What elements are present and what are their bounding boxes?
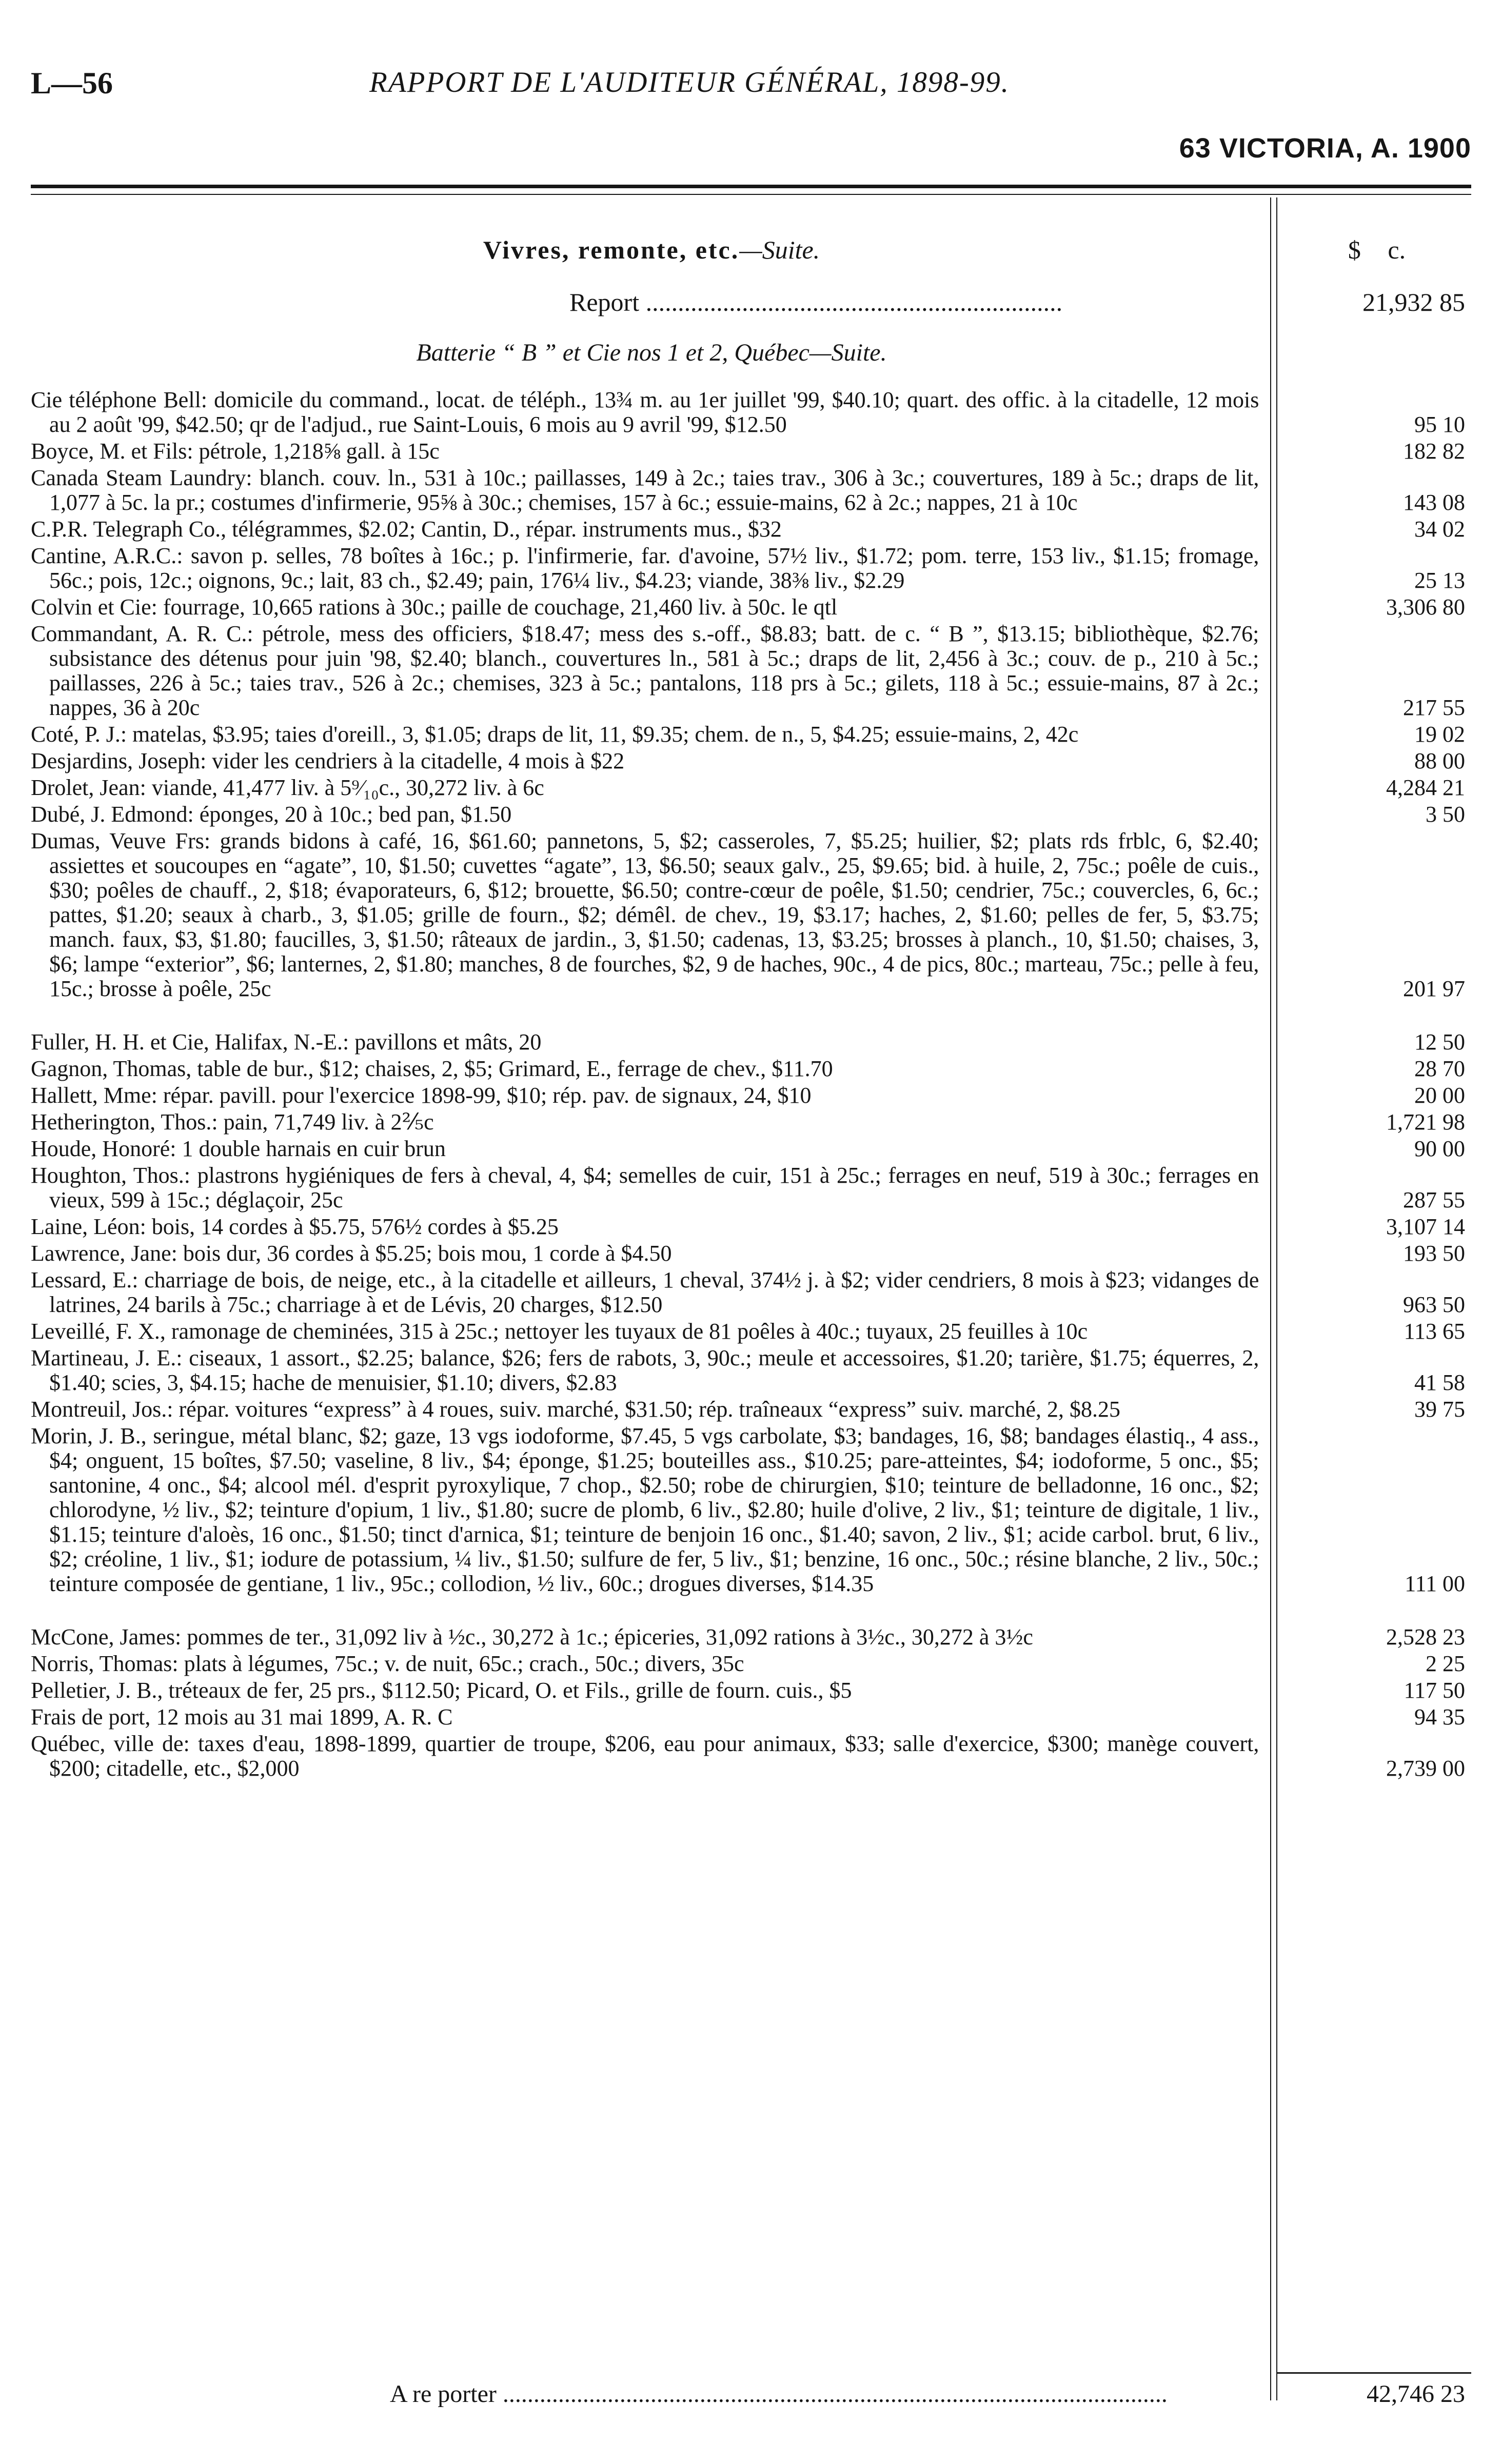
entry-amount: 19 02 bbox=[1414, 722, 1465, 747]
ledger-entry bbox=[31, 517, 1471, 542]
ledger-entry bbox=[31, 829, 1471, 1001]
entry-amount: 201 97 bbox=[1403, 976, 1465, 1001]
ledger-entry bbox=[31, 1268, 1471, 1317]
entry-description: Morin, J. B., seringue, métal blanc, $2; gaze, 13 vgs iodoforme, $7.45, 5 vgs carbolate, $3; bandages, 16, $8; bandages élastiq., 4 ass., $4; onguent, 15 boîtes, $7.50; vaseline, 8 liv., $4; éponge, $1.25; bouteilles ass., $10.25; pare-atteintes, $4; iodoforme, 5 onc., $5; santonine, 4 onc., $4; alcool mél. d'esprit pyroxylique, 7 chop., $2.50; robe de chirurgien, $10; teinture de belladonne, 16 onc., $2; chlorodyne, ½ liv., $2; teinture d'opium, 1 liv., $1.80; sucre de plomb, 6 liv., $2.80; huile d'olive, 2 liv., $1; teinture de digitale, 1 liv., $1.15; teinture d'aloès, 16 onc., $1.50; tinct d'arnica, $1; teinture de benjoin 16 onc., $1.40; savon, 2 liv., $1; acide carbol. brut, 6 liv., $2; créoline, 1 liv., $1; iodure de potassium, ¼ liv., $1.50; sulfure de fer, 5 liv., $1; benzine, 16 onc., 50c.; résine blanche, 2 liv., 50c.; teinture composée de gentiane, 1 liv., 95c.; collodion, ½ liv., 60c.; drogues diverses, $14.35 bbox=[31, 1423, 1259, 1596]
ledger-entry bbox=[31, 1732, 1471, 1781]
report-label: Report ................................................................. bbox=[569, 288, 1063, 316]
ledger-entry bbox=[31, 1163, 1471, 1213]
amount-column-header: $ c. bbox=[1348, 235, 1406, 264]
entry-amount: 94 35 bbox=[1414, 1704, 1465, 1730]
ledger-entry bbox=[31, 595, 1471, 620]
ledger-entry bbox=[31, 1319, 1471, 1344]
entry-amount: 182 82 bbox=[1403, 439, 1465, 464]
ledger-entry bbox=[31, 1137, 1471, 1161]
entry-description: Lessard, E.: charriage de bois, de neige, etc., à la citadelle et ailleurs, 1 cheval, 374½ j. à $2; vider cendriers, 8 mois à $23; vidanges de latrines, 24 barils à 75c.; charriage à et de Lévis, 20 charges, $12.50 bbox=[31, 1267, 1259, 1317]
header-rule-thin bbox=[31, 194, 1471, 195]
ledger-entry bbox=[31, 439, 1471, 464]
entry-amount: 113 65 bbox=[1404, 1319, 1465, 1344]
entry-amount: 193 50 bbox=[1403, 1241, 1465, 1266]
entry-amount: 4,284 21 bbox=[1386, 775, 1465, 800]
entry-amount: 2,739 00 bbox=[1386, 1756, 1465, 1781]
subsection-title: Batterie “ B ” et Cie nos 1 et 2, Québec—Suite. bbox=[416, 339, 887, 366]
entry-amount: 287 55 bbox=[1403, 1187, 1465, 1213]
entry-description: Norris, Thomas: plats à légumes, 75c.; v. de nuit, 65c.; crach., 50c.; divers, 35c bbox=[31, 1651, 744, 1676]
ledger-entry bbox=[31, 1678, 1471, 1703]
entry-description: Commandant, A. R. C.: pétrole, mess des officiers, $18.47; mess des s.-off., $8.83; batt. de c. “ B ”, $13.15; bibliothèque, $2.76; subsistance des détenus pour juin '98, $2.40; blanch., couvertures ln., 581 à 5c.; draps de lit, 2,456 à 3c.; couv. de p., 210 à 5c.; paillasses, 226 à 5c.; taies trav., 526 à 2c.; chemises, 323 à 5c.; pantalons, 118 prs à 5c.; gilets, 118 à 5c.; essuie-mains, 87 à 2c.; nappes, 36 à 20c bbox=[31, 621, 1259, 720]
entry-amount: 25 13 bbox=[1414, 568, 1465, 593]
ledger-entry bbox=[31, 1110, 1471, 1135]
entry-amount: 111 00 bbox=[1405, 1571, 1465, 1596]
ledger-entry bbox=[31, 622, 1471, 720]
section-title bbox=[31, 235, 1272, 265]
entry-description: Pelletier, J. B., tréteaux de fer, 25 prs., $112.50; Picard, O. et Fils., grille de fourn. cuis., $5 bbox=[31, 1678, 852, 1703]
ledger-entry bbox=[31, 1424, 1471, 1596]
ledger-entry bbox=[31, 466, 1471, 515]
ledger-entry bbox=[31, 1030, 1471, 1055]
carry-forward-label: A re porter ............................................................................................................ bbox=[390, 2380, 1168, 2408]
entry-amount: 143 08 bbox=[1403, 490, 1465, 515]
ledger-entry bbox=[31, 749, 1471, 773]
ledger-entry bbox=[31, 722, 1471, 747]
ledger-entry bbox=[31, 1652, 1471, 1676]
ledger-entry bbox=[31, 544, 1471, 593]
entry-amount: 28 70 bbox=[1414, 1056, 1465, 1081]
entry-amount: 95 10 bbox=[1414, 412, 1465, 437]
total-rule bbox=[1276, 2372, 1471, 2374]
entry-description: Laine, Léon: bois, 14 cordes à $5.75, 576½ cordes à $5.25 bbox=[31, 1214, 559, 1239]
ledger-entry bbox=[31, 802, 1471, 827]
page-header bbox=[31, 30, 1471, 164]
entry-amount: 217 55 bbox=[1403, 695, 1465, 720]
entry-amount: 117 50 bbox=[1404, 1678, 1465, 1703]
header-rule-thick bbox=[31, 185, 1471, 188]
entry-description: Gagnon, Thomas, table de bur., $12; chaises, 2, $5; Grimard, E., ferrage de chev., $11.70 bbox=[31, 1056, 833, 1081]
entry-description: Desjardins, Joseph: vider les cendriers à la citadelle, 4 mois à $22 bbox=[31, 748, 625, 773]
section-title-main: Vivres, remonte, etc. bbox=[483, 235, 740, 264]
entry-description: Fuller, H. H. et Cie, Halifax, N.-E.: pavillons et mâts, 20 bbox=[31, 1029, 542, 1055]
entry-description: Dubé, J. Edmond: éponges, 20 à 10c.; bed pan, $1.50 bbox=[31, 802, 512, 827]
entry-amount: 90 00 bbox=[1414, 1136, 1465, 1161]
ledger-entry bbox=[31, 1215, 1471, 1239]
entry-amount: 2,528 23 bbox=[1386, 1624, 1465, 1650]
entry-amount: 2 25 bbox=[1426, 1651, 1465, 1676]
ledger-entry bbox=[31, 1346, 1471, 1395]
ledger-entries bbox=[31, 388, 1471, 1783]
entry-description: Québec, ville de: taxes d'eau, 1898-1899, quartier de troupe, $206, eau pour animaux, $33; salle d'exercice, $300; manège couvert, $200; citadelle, etc., $2,000 bbox=[31, 1731, 1259, 1781]
entry-amount: 34 02 bbox=[1414, 516, 1465, 542]
entry-description: Boyce, M. et Fils: pétrole, 1,218⅝ gall. à 15c bbox=[31, 439, 440, 464]
ledger-entry bbox=[31, 388, 1471, 437]
entry-amount: 3,107 14 bbox=[1386, 1214, 1465, 1239]
ledger-entry bbox=[31, 1625, 1471, 1650]
entry-amount: 12 50 bbox=[1414, 1029, 1465, 1055]
entry-description: Houghton, Thos.: plastrons hygiéniques de fers à cheval, 4, $4; semelles de cuir, 151 à 25c.; ferrages en neuf, 519 à 30c.; ferrages en vieux, 599 à 15c.; déglaçoir, 25c bbox=[31, 1163, 1259, 1213]
carry-forward-total: 42,746 23 bbox=[1367, 2380, 1465, 2408]
entry-description: Cie téléphone Bell: domicile du command., locat. de téléph., 13¾ m. au 1er juillet '99, $40.10; quart. des offic. à la citadelle, 12 mois au 2 août '99, $42.50; qr de l'adjud., rue Saint-Louis, 6 mois au 9 avril '99, $12.50 bbox=[31, 387, 1259, 437]
entry-amount: 3 50 bbox=[1426, 802, 1465, 827]
entry-description: Frais de port, 12 mois au 31 mai 1899, A. R. C bbox=[31, 1704, 453, 1730]
entry-amount: 963 50 bbox=[1403, 1292, 1465, 1317]
entry-description: Leveillé, F. X., ramonage de cheminées, 315 à 25c.; nettoyer les tuyaux de 81 poêles à 40c.; tuyaux, 25 feuilles à 10c bbox=[31, 1319, 1088, 1344]
ledger-entry bbox=[31, 1083, 1471, 1108]
entry-description: Coté, P. J.: matelas, $3.95; taies d'oreill., 3, $1.05; draps de lit, 11, $9.35; chem. de n., 5, $4.25; essuie-mains, 2, 42c bbox=[31, 722, 1079, 747]
entry-description: Colvin et Cie: fourrage, 10,665 rations à 30c.; paille de couchage, 21,460 liv. à 50c. le qtl bbox=[31, 594, 838, 620]
entry-description: Hallett, Mme: répar. pavill. pour l'exercice 1898-99, $10; rép. pav. de signaux, 24, $10 bbox=[31, 1083, 812, 1108]
entry-description: Hetherington, Thos.: pain, 71,749 liv. à 2⅖c bbox=[31, 1109, 434, 1135]
entry-amount: 3,306 80 bbox=[1386, 594, 1465, 620]
entry-amount: 20 00 bbox=[1414, 1083, 1465, 1108]
entry-description: C.P.R. Telegraph Co., télégrammes, $2.02; Cantin, D., répar. instruments mus., $32 bbox=[31, 516, 782, 542]
entry-description: Lawrence, Jane: bois dur, 36 cordes à $5.25; bois mou, 1 corde à $4.50 bbox=[31, 1241, 672, 1266]
entry-description: Dumas, Veuve Frs: grands bidons à café, 16, $61.60; pannetons, 5, $2; casseroles, 7, $5.25; huilier, $2; plats rds frblc, 6, $2.40; assiettes et soucoupes en “agate”, 10, $1.50; cuvettes “agate”, 13, $6.50; seaux galv., 25, $9.65; bid. à huile, 2, 75c.; poêle de cuis., $30; poêles de chauff., 2, $18; évaporateurs, 6, $12; brouette, $6.50; contre-cœur de poêle, $1.50; cendrier, 75c.; couvercles, 6, 6c.; pattes, $1.20; seaux à charb., 3, $1.05; grille de fourn., $2; démêl. de chev., 19, $3.17; haches, 2, $1.60; pelles de fer, 5, $3.75; manch. faux, $3, $1.80; faucilles, 3, $1.50; râteaux de jardin., 3, $1.50; cadenas, 13, $3.25; brosses à planch., 10, $1.50; chaises, 3, $6; lampe “exterior”, $6; lanternes, 2, $1.80; manches, 8 de fourches, $2, 9 de haches, 90c., 4 de pics, 80c.; marteau, 75c.; pelle à feu, 15c.; brosse à poêle, 25c bbox=[31, 828, 1259, 1001]
page-number: L—56 bbox=[31, 66, 113, 100]
entry-amount: 41 58 bbox=[1414, 1370, 1465, 1395]
entry-description: Canada Steam Laundry: blanch. couv. ln., 531 à 10c.; paillasses, 149 à 2c.; taies trav., 306 à 3c.; couvertures, 189 à 5c.; draps de lit, 1,077 à 5c. la pr.; costumes d'infirmerie, 95⅝ à 30c.; chemises, 157 à 6c.; essuie-mains, 62 à 2c.; nappes, 21 à 10c bbox=[31, 465, 1259, 515]
ledger-entry bbox=[31, 1705, 1471, 1730]
entry-description: Houde, Honoré: 1 double harnais en cuir brun bbox=[31, 1136, 446, 1161]
report-amount: 21,932 85 bbox=[1362, 288, 1465, 316]
entry-amount: 1,721 98 bbox=[1386, 1109, 1465, 1135]
entry-amount: 39 75 bbox=[1414, 1397, 1465, 1422]
entry-description: Montreuil, Jos.: répar. voitures “express” à 4 roues, suiv. marché, $31.50; rép. traîneaux “express” suiv. marché, 2, $8.25 bbox=[31, 1397, 1121, 1422]
session-label: 63 VICTORIA, A. 1900 bbox=[1179, 133, 1471, 164]
entry-amount: 88 00 bbox=[1414, 748, 1465, 773]
section-title-suffix: —Suite. bbox=[739, 235, 820, 264]
entry-description: Cantine, A.R.C.: savon p. selles, 78 boîtes à 16c.; p. l'infirmerie, far. d'avoine, 57½ liv., $1.72; pom. terre, 153 liv., $1.15; fromage, 56c.; pois, 12c.; oignons, 9c.; lait, 83 ch., $2.49; pain, 176¼ liv., $4.23; viande, 38⅜ liv., $2.29 bbox=[31, 543, 1259, 593]
entry-description: McCone, James: pommes de ter., 31,092 liv à ½c., 30,272 à 1c.; épiceries, 31,092 rations à 3½c., 30,272 à 3½c bbox=[31, 1624, 1033, 1650]
ledger-entry bbox=[31, 776, 1471, 800]
entry-description: Martineau, J. E.: ciseaux, 1 assort., $2.25; balance, $26; fers de rabots, 3, 90c.; meule et accessoires, $1.20; tarière, $1.75; équerres, 2, $1.40; scies, 3, $4.15; hache de menuisier, $1.10; divers, $2.83 bbox=[31, 1345, 1259, 1395]
entry-description: Drolet, Jean: viande, 41,477 liv. à 5⁹⁄₁₀c., 30,272 liv. à 6c bbox=[31, 775, 544, 800]
ledger-entry bbox=[31, 1241, 1471, 1266]
ledger-entry bbox=[31, 1057, 1471, 1081]
ledger-entry bbox=[31, 1397, 1471, 1422]
report-title: RAPPORT DE L'AUDITEUR GÉNÉRAL, 1898-99. bbox=[369, 66, 1010, 98]
